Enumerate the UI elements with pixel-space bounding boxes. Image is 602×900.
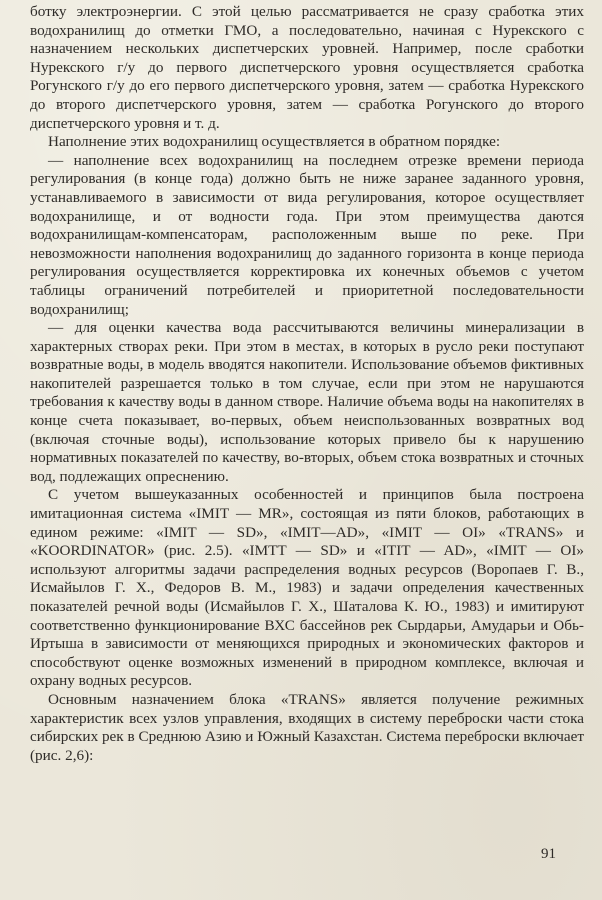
paragraph-imit-system: С учетом вышеуказанных особенностей и принципов была построена имитационная система «IMIT — MR», состоящая из пяти блоков, работающих в едином режиме: «IMIT — SD», «IMIT—AD», «IMIT — OI» «TRANS» и «KOORDINATOR» (рис. 2.5). «IMTT — SD» и «ITIT — AD», «IMIT — OI» используют алгоритмы задачи распределения водных ресурсов (Воропаев Г. В., Исмайылов Г. Х., Федоров В. М., 1983) и задачи определения качественных показателей речной воды (Исмайылов Г. Х., Шаталова К. Ю., 1983) и имитируют соответственно функционирование ВХС бассейнов рек Сырдарьи, Амударьи и Обь-Иртыша в зависимости от меняющихся природных и экономических факторов и способствуют оценке возможных изменений в природном комплексе, включая и охрану водных ресурсов. — [30, 486, 584, 690]
page-text — [30, 3, 584, 765]
paragraph-filling-rule: — наполнение всех водохранилищ на последнем отрезке времени периода регулирования (в конце года) должно быть не ниже заранее заданного уровня, устанавливаемого в зависимости от вида регулирования, которое осуществляет водохранилище, и от водности года. При этом преимущества даются водохранилищам-компенсаторам, расположенным выше по реке. При невозможности наполнения водохранилищ до заданного горизонта в конце периода регулирования осуществляется корректировка их конечных объемов с учетом таблицы ограничений потребителей и приоритетной последовательности водохранилищ; — [30, 151, 584, 318]
paragraph-water-quality: — для оценки качества вода рассчитываются величины минерализации в характерных створах реки. При этом в местах, в которых в русло реки поступают возвратные воды, в модель вводятся накопители. Использование объемов фиктивных накопителей разрешается только в том случае, если при этом не нарушаются требования к качеству воды в данном створе. Наличие объема воды на накопителях в конце счета показывает, во-первых, объем неиспользованных возвратных вод (включая сточные воды), использование которых привело бы к нарушению нормативных показателей по качеству, во-вторых, объем стока возвратных и сточных вод, подлежащих опреснению. — [30, 319, 584, 485]
paragraph-filling-order: Наполнение этих водохранилищ осуществляется в обратном порядке: — [48, 133, 501, 151]
paragraph-continuation: ботку электроэнергии. С этой целью рассматривается не сразу сработка этих водохранилищ до отметки ГМО, а последовательно, начиная с Нурекского с назначением нескольких диспетчерских уровней. Например, после сработки Нурекского г/у до первого диспетчерского уровня осуществляется сработка Рогунского г/у до его первого диспетчерского уровня, затем — сработка Нурекского до второго диспетчерского уровня, затем — сработка Рогунского до второго диспетчерского уровня и т. д. — [30, 3, 584, 132]
page-number: 91 — [541, 846, 556, 862]
paragraph-trans-block: Основным назначением блока «TRANS» является получение режимных характеристик всех узлов управления, входящих в систему переброски части стока сибирских рек в Среднюю Азию и Южный Казахстан. Система переброски включает (рис. 2,6): — [30, 690, 584, 764]
